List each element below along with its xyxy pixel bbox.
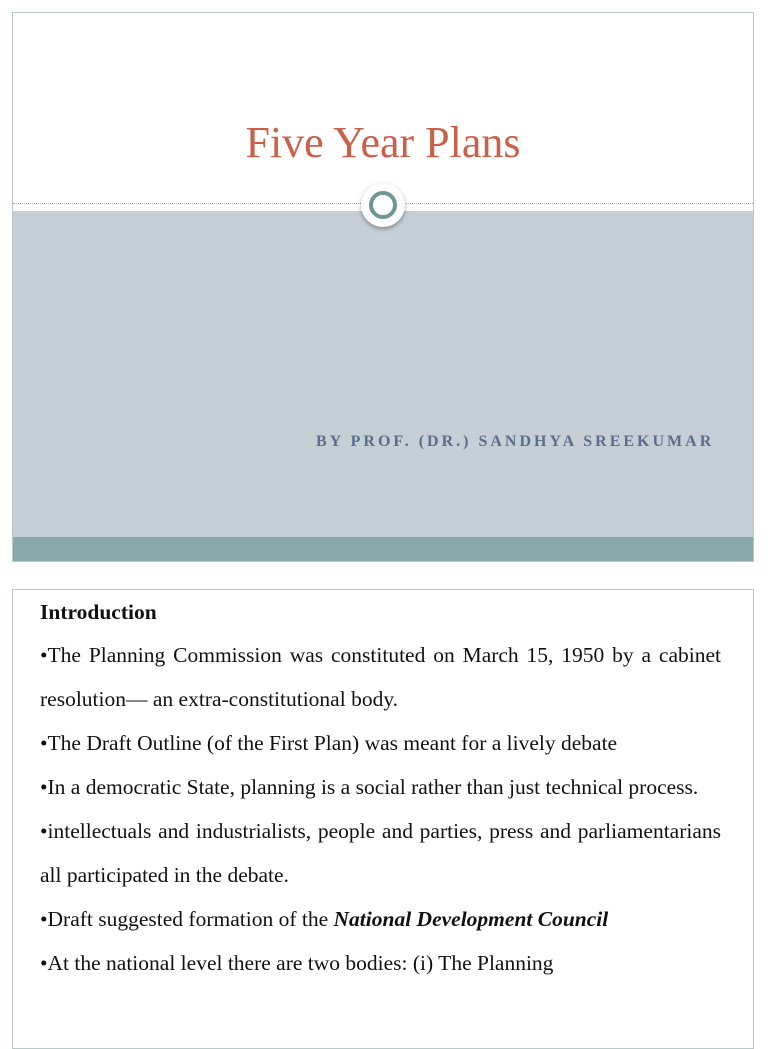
- slide-body: [40, 598, 721, 985]
- bullet-item: •The Planning Commission was constituted on March 15, 1950 by a cabinet resolution— an extra-constitutional body.: [40, 643, 721, 711]
- bottom-band: [13, 537, 753, 562]
- title-slide: [12, 12, 754, 562]
- slide-title: Five Year Plans: [245, 118, 521, 167]
- content-slide: [12, 589, 754, 1049]
- section-heading: Introduction: [40, 600, 157, 624]
- bullet-item: •At the national level there are two bodies: (i) The Planning: [40, 951, 554, 975]
- subtitle-panel: [13, 211, 753, 537]
- emphasis-text: National Development Council: [333, 907, 609, 931]
- title-area: [13, 13, 753, 204]
- bullet-item: [40, 897, 721, 941]
- bullet-item: •intellectuals and industrialists, people and parties, press and parliamentarians all participated in the debate.: [40, 819, 721, 887]
- slide-subtitle: BY PROF. (DR.) SANDHYA SREEKUMAR: [316, 433, 715, 450]
- bullet-item: •The Draft Outline (of the First Plan) was meant for a lively debate: [40, 731, 618, 755]
- bullet-text: •Draft suggested formation of the: [40, 907, 334, 931]
- ring-ornament-icon: [361, 183, 405, 227]
- bullet-item: •In a democratic State, planning is a social rather than just technical process.: [40, 775, 699, 799]
